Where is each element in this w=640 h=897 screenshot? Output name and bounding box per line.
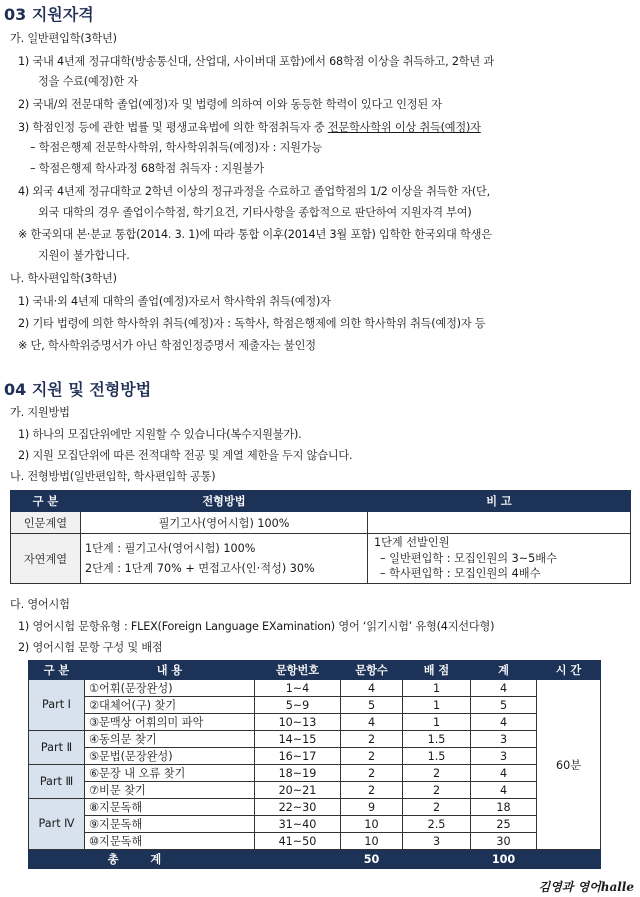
total-cell: 18	[471, 799, 537, 816]
count-cell: 4	[341, 680, 403, 697]
natural-method-stage-1: 1단계 : 필기고사(영어시험) 100%	[85, 541, 256, 555]
total-label: 총 계	[29, 850, 255, 869]
qual-item-1: 1) 국내 4년제 정규대학(방송통신대, 산업대, 사이버대 포함)에서 68학점 이상을 취득하고, 2학년 과	[18, 55, 494, 68]
total-cell: 4	[471, 782, 537, 799]
total-cell: 25	[471, 816, 537, 833]
natural-method-stage-2: 2단계 : 1단계 70% + 면접고사(인·적성) 30%	[85, 561, 315, 575]
humanities-note	[368, 512, 631, 534]
qual-note: ※ 한국외대 본·분교 통합(2014. 3. 1)에 따라 통합 이후(2014년 3월 포함) 입학한 한국외대 학생은	[18, 228, 492, 241]
number-cell: 5~9	[255, 697, 341, 714]
bachelor-item-1: 1) 국내·외 4년제 대학의 졸업(예정)자로서 학사학위 취득(예정)자	[18, 295, 331, 308]
row-natural-science: 자연계열	[11, 534, 81, 584]
humanities-method: 필기고사(영어시험) 100%	[81, 512, 368, 534]
qual-item-3-dash-1: – 학점은행제 전문학사학위, 학사학위취득(예정)자 : 지원가능	[30, 141, 323, 154]
part-2-label: Part Ⅱ	[29, 731, 85, 765]
table-row	[29, 714, 601, 731]
number-cell: 16~17	[255, 748, 341, 765]
natural-note-1: 1단계 선발인원	[374, 535, 450, 549]
count-cell: 2	[341, 765, 403, 782]
total-cell: 30	[471, 833, 537, 850]
points-cell: 1.5	[403, 748, 471, 765]
section-title-application: 04 지원 및 전형방법	[4, 380, 152, 399]
number-cell: 18~19	[255, 765, 341, 782]
table-row	[29, 816, 601, 833]
total-time-empty	[537, 850, 601, 869]
content-cell: ⑩지문독해	[85, 833, 255, 850]
table-row	[29, 765, 601, 782]
row-humanities: 인문계열	[11, 512, 81, 534]
section-title-qualification: 03 지원자격	[4, 5, 94, 24]
author-signature: 김영과 영어halle	[538, 880, 634, 894]
subheading-general-transfer: 가. 일반편입학(3학년)	[10, 32, 117, 45]
time-cell: 60분	[537, 680, 601, 850]
table-row	[29, 697, 601, 714]
count-cell: 2	[341, 748, 403, 765]
qual-item-4: 4) 외국 4년제 정규대학교 2학년 이상의 정규과정을 수료하고 졸업학점의 1/2 이상을 취득한 자(단,	[18, 185, 490, 198]
col-header-method: 전형방법	[81, 491, 368, 512]
content-cell: ⑥문장 내 오류 찾기	[85, 765, 255, 782]
content-cell: ⑤문법(문장완성)	[85, 748, 255, 765]
natural-note-2: – 일반편입학 : 모집인원의 3~5배수	[380, 551, 557, 565]
total-cell: 3	[471, 748, 537, 765]
table-row	[29, 748, 601, 765]
selection-method-table	[10, 490, 631, 584]
subheading-application-method: 가. 지원방법	[10, 406, 70, 419]
col-header-category: 구 분	[11, 491, 81, 512]
points-cell: 2.5	[403, 816, 471, 833]
col-header-points: 배 점	[403, 661, 471, 680]
col-header-item-count: 문항수	[341, 661, 403, 680]
count-cell: 9	[341, 799, 403, 816]
qual-item-4-cont: 외국 대학의 경우 졸업이수학점, 학기요건, 기타사항을 종합적으로 판단하여 지원자격 부여)	[38, 206, 472, 219]
natural-note-3: – 학사편입학 : 모집인원의 4배수	[380, 567, 541, 581]
points-cell: 1	[403, 697, 471, 714]
qual-item-2: 2) 국내/외 전문대학 졸업(예정)자 및 법령에 의하여 이와 동등한 학력이 있다고 인정된 자	[18, 98, 442, 111]
number-cell: 14~15	[255, 731, 341, 748]
qual-item-3-dash-2: – 학점은행제 학사과정 68학점 취득자 : 지원불가	[30, 162, 264, 175]
table-row	[29, 799, 601, 816]
number-cell: 22~30	[255, 799, 341, 816]
count-cell: 2	[341, 731, 403, 748]
col-header-total: 계	[471, 661, 537, 680]
bachelor-note: ※ 단, 학사학위증명서가 아닌 학점인정증명서 제출자는 불인정	[18, 339, 316, 352]
col-header-time: 시 간	[537, 661, 601, 680]
method-item-1: 1) 하나의 모집단위에만 지원할 수 있습니다(복수지원불가).	[18, 428, 302, 441]
total-empty	[255, 850, 341, 869]
part-3-label: Part Ⅲ	[29, 765, 85, 799]
qual-item-3-underline: 전문학사학위 이상 취득(예정)자	[327, 121, 481, 134]
bachelor-item-2: 2) 기타 법령에 의한 학사학위 취득(예정)자 : 독학사, 학점은행제에 의한 학사학위 취득(예정)자 등	[18, 317, 486, 330]
col-header-note: 비 고	[368, 491, 631, 512]
subheading-english-test: 다. 영어시험	[10, 598, 70, 611]
content-cell: ①어휘(문장완성)	[85, 680, 255, 697]
total-cell: 5	[471, 697, 537, 714]
qual-note-cont: 지원이 불가합니다.	[38, 249, 130, 262]
total-cell: 4	[471, 714, 537, 731]
content-cell: ④동의문 찾기	[85, 731, 255, 748]
number-cell: 31~40	[255, 816, 341, 833]
content-cell: ③문맥상 어휘의미 파악	[85, 714, 255, 731]
points-cell: 2	[403, 782, 471, 799]
table-row	[29, 782, 601, 799]
total-count: 50	[341, 850, 403, 869]
count-cell: 10	[341, 833, 403, 850]
count-cell: 5	[341, 697, 403, 714]
col-header-item-number: 문항번호	[255, 661, 341, 680]
count-cell: 10	[341, 816, 403, 833]
content-cell: ⑨지문독해	[85, 816, 255, 833]
total-cell: 4	[471, 680, 537, 697]
part-4-label: Part Ⅳ	[29, 799, 85, 850]
table-row	[29, 680, 601, 697]
number-cell: 41~50	[255, 833, 341, 850]
subheading-selection-method: 나. 전형방법(일반편입학, 학사편입학 공통)	[10, 470, 216, 483]
points-cell: 3	[403, 833, 471, 850]
number-cell: 10~13	[255, 714, 341, 731]
subheading-bachelor-transfer: 나. 학사편입학(3학년)	[10, 272, 117, 285]
english-item-2: 2) 영어시험 문항 구성 및 배점	[18, 641, 163, 654]
qual-item-1-cont: 정을 수료(예정)한 자	[38, 75, 138, 88]
total-cell: 3	[471, 731, 537, 748]
table-row	[29, 731, 601, 748]
col-header-part: 구 분	[29, 661, 85, 680]
points-cell: 2	[403, 765, 471, 782]
points-cell: 1	[403, 714, 471, 731]
method-item-2: 2) 지원 모집단위에 따른 전적대학 전공 및 계열 제한을 두지 않습니다.	[18, 449, 353, 462]
total-cell: 4	[471, 765, 537, 782]
part-1-label: Part Ⅰ	[29, 680, 85, 731]
points-cell: 2	[403, 799, 471, 816]
qual-item-3: 3) 학점인정 등에 관한 법률 및 평생교육법에 의한 학점취득자 중 전문학사학위 이상 취득(예정)자	[18, 121, 481, 134]
table-row	[29, 833, 601, 850]
english-item-1: 1) 영어시험 문항유형 : FLEX(Foreign Language EXamination) 영어 ‘읽기시험’ 유형(4지선다형)	[18, 620, 495, 633]
col-header-content: 내 용	[85, 661, 255, 680]
count-cell: 4	[341, 714, 403, 731]
points-cell: 1	[403, 680, 471, 697]
content-cell: ②대체어(구) 찾기	[85, 697, 255, 714]
content-cell: ⑦비문 찾기	[85, 782, 255, 799]
english-test-table	[28, 660, 601, 869]
number-cell: 20~21	[255, 782, 341, 799]
total-row	[29, 850, 601, 869]
total-points-empty	[403, 850, 471, 869]
number-cell: 1~4	[255, 680, 341, 697]
content-cell: ⑧지문독해	[85, 799, 255, 816]
total-score: 100	[471, 850, 537, 869]
count-cell: 2	[341, 782, 403, 799]
points-cell: 1.5	[403, 731, 471, 748]
